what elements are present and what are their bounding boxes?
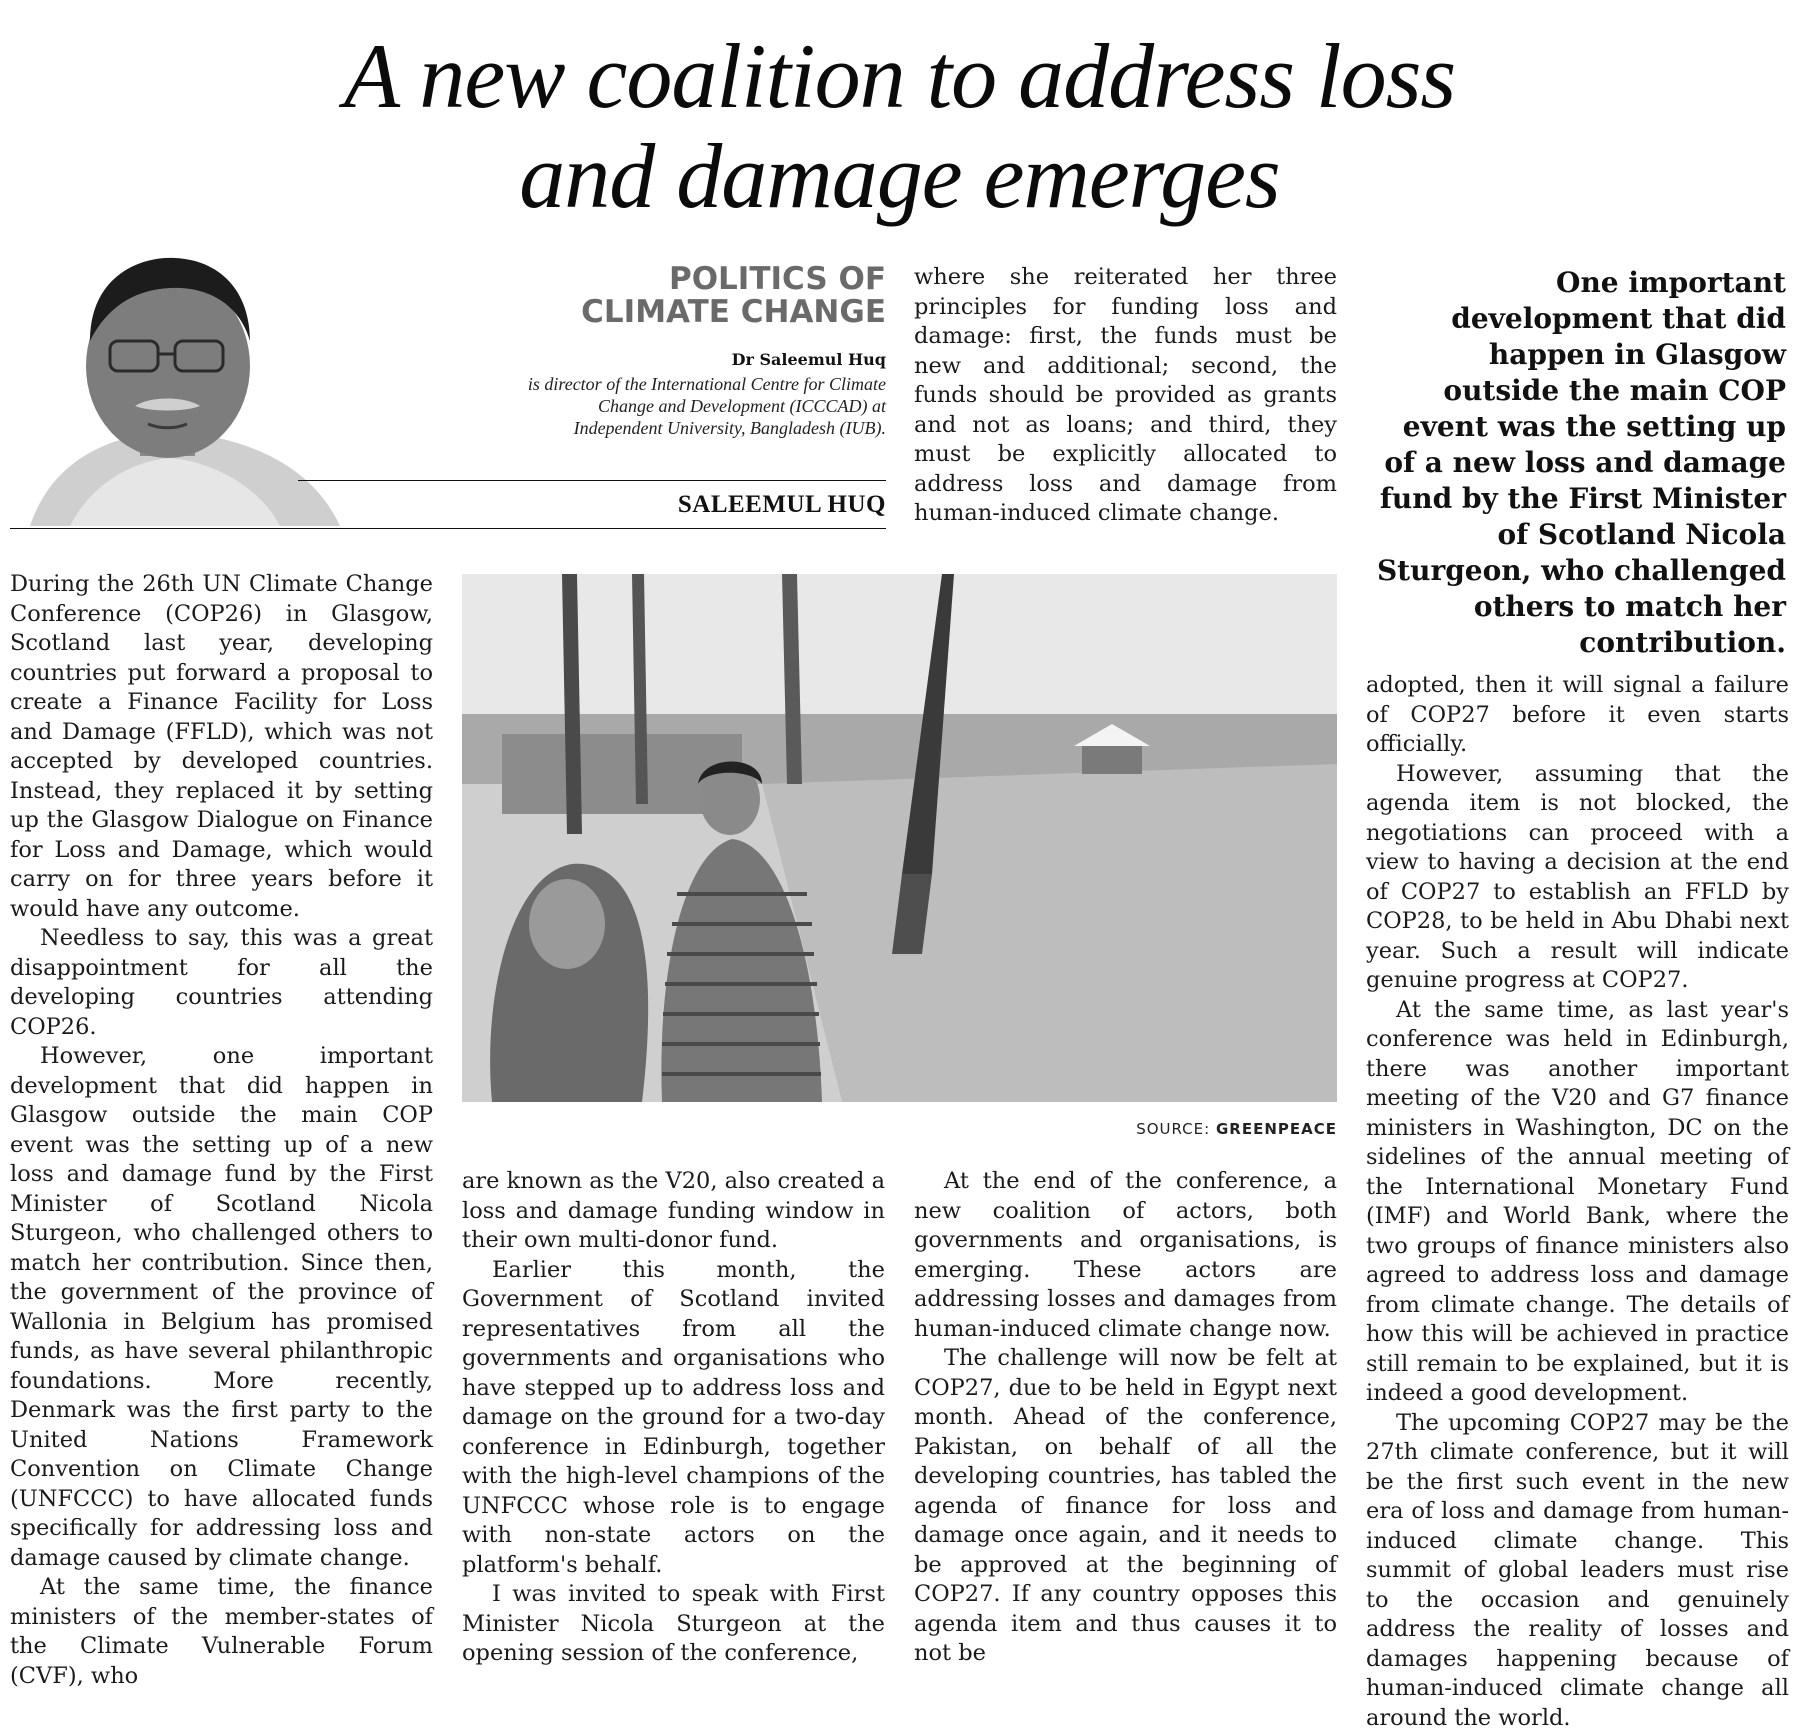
- paragraph: where she reiterated her three principles for funding loss and damage: first, the funds must be new and additional; second, the funds should be provided as grants and not as loans; and third, they must be explicitly allocated to address loss and damage from human-induced climate change.: [914, 263, 1337, 529]
- headline-line-1: A new coalition to address loss: [0, 26, 1799, 126]
- column-3-top: [914, 263, 1337, 529]
- author-portrait: [10, 246, 350, 526]
- paragraph: Earlier this month, the Government of Scotland invited representatives from all the governments and organisations who have stepped up to address loss and damage on the ground for a two-day conference in Edinburgh, together with the high-level champions of the UNFCCC whose role is to engage with non-state actors on the platform's behalf.: [462, 1256, 885, 1581]
- source-name: GREENPEACE: [1216, 1120, 1337, 1138]
- section-kicker: [466, 263, 886, 329]
- paragraph: The upcoming COP27 may be the 27th climate conference, but it will be the first such event in the new era of loss and damage from human-induced climate change. This summit of global leaders must rise to the occasion and genuinely address the reality of losses and damages happening because of human-induced climate change all around the world.: [1366, 1409, 1789, 1733]
- column-3: [914, 1167, 1337, 1669]
- author-name: Dr Saleemul Huq: [466, 350, 886, 369]
- pull-quote: One important development that did happen in Glasgow outside the main COP event was the setting up of a new loss and damage fund by the First Minister of Scotland Nicola Sturgeon, who challenged others to match her contribution.: [1366, 265, 1786, 661]
- column-1: [10, 570, 433, 1691]
- paragraph: Needless to say, this was a great disappointment for all the developing countries attending COP26.: [10, 924, 433, 1042]
- paragraph: However, one important development that did happen in Glasgow outside the main COP event was the setting up of a new loss and damage fund by the First Minister of Scotland Nicola Sturgeon, who challenged others to match her contribution. Since then, the government of the province of Wallonia in Belgium has promised funds, as have several philanthropic foundations. More recently, Denmark was the first party to the United Nations Framework Convention on Climate Change (UNFCCC) to have allocated funds specifically for addressing loss and damage caused by climate change.: [10, 1042, 433, 1573]
- kicker-line-2: CLIMATE CHANGE: [466, 296, 886, 329]
- headline: [0, 26, 1799, 226]
- byline-rule-bottom: [10, 528, 886, 529]
- paragraph: adopted, then it will signal a failure of COP27 before it even starts officially.: [1366, 671, 1789, 760]
- author-bio: is director of the International Centre for Climate Change and Development (ICCCAD) at Independent University, Bangladesh (IUB).: [526, 373, 886, 439]
- paragraph: At the end of the conference, a new coalition of actors, both governments and organisations, is emerging. These actors are addressing losses and damages from human-induced climate change now.: [914, 1167, 1337, 1344]
- photo-credit: [462, 1120, 1337, 1138]
- paragraph: However, assuming that the agenda item is not blocked, the negotiations can proceed with a view to having a decision at the end of COP27 to establish an FFLD by COP28, to be held in Abu Dhabi next year. Such a result will indicate genuine progress at COP27.: [1366, 760, 1789, 996]
- paragraph: During the 26th UN Climate Change Conference (COP26) in Glasgow, Scotland last year, developing countries put forward a proposal to create a Finance Facility for Loss and Damage (FFLD), which was not accepted by developed countries. Instead, they replaced it by setting up the Glasgow Dialogue on Finance for Loss and Damage, which would carry on for three years before it would have any outcome.: [10, 570, 433, 924]
- paragraph: are known as the V20, also created a loss and damage funding window in their own multi-donor fund.: [462, 1167, 885, 1256]
- paragraph: At the same time, as last year's conference was held in Edinburgh, there was another important meeting of the V20 and G7 finance ministers in Washington, DC on the sidelines of the annual meeting of the International Monetary Fund (IMF) and World Bank, where the two groups of finance ministers also agreed to address loss and damage from climate change. The details of how this will be achieved in practice still remain to be explained, but it is indeed a good development.: [1366, 996, 1789, 1409]
- kicker-line-1: POLITICS OF: [466, 263, 886, 296]
- byline: SALEEMUL HUQ: [678, 491, 886, 519]
- column-4: [1366, 671, 1789, 1733]
- flood-photo: [462, 574, 1337, 1102]
- paragraph: I was invited to speak with First Minister Nicola Sturgeon at the opening session of the conference,: [462, 1580, 885, 1669]
- paragraph: At the same time, the finance ministers of the member-states of the Climate Vulnerable Forum (CVF), who: [10, 1573, 433, 1691]
- byline-rule-top: [298, 480, 886, 481]
- paragraph: The challenge will now be felt at COP27, due to be held in Egypt next month. Ahead of the conference, Pakistan, on behalf of all the developing countries, has tabled the agenda of finance for loss and damage once again, and it needs to be approved at the beginning of COP27. If any country opposes this agenda item and thus causes it to not be: [914, 1344, 1337, 1669]
- column-2: [462, 1167, 885, 1669]
- headline-line-2: and damage emerges: [0, 126, 1799, 226]
- source-label: SOURCE:: [1136, 1120, 1210, 1138]
